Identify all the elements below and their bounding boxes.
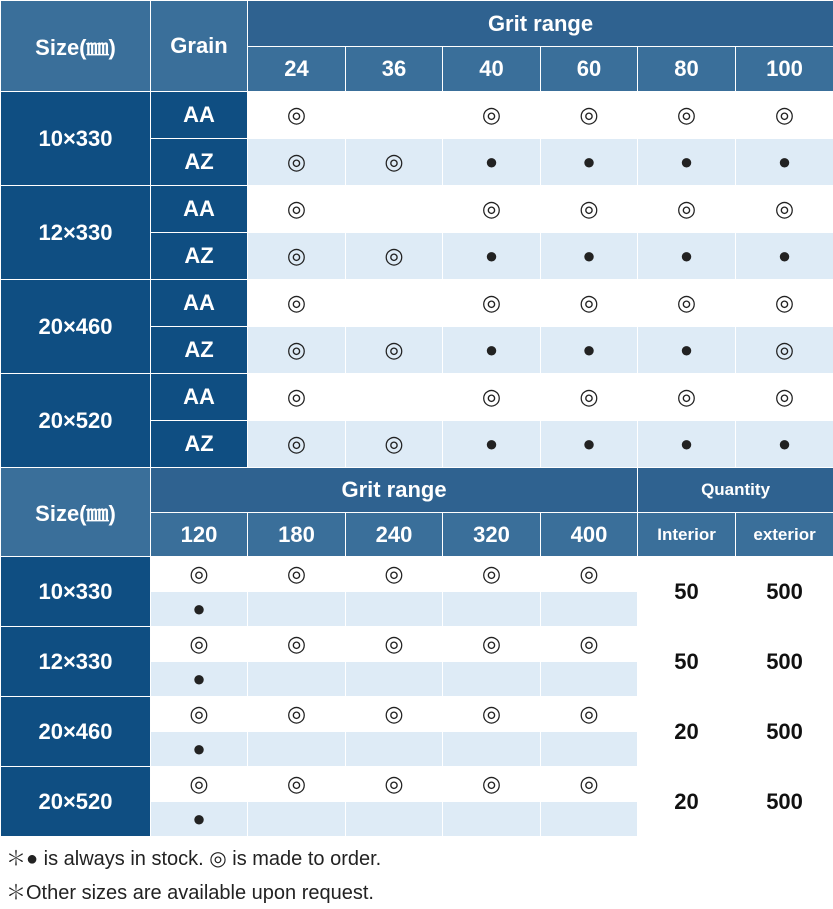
in-stock-symbol: ● [582,337,596,362]
made-to-order-symbol: ◎ [676,384,697,409]
availability-cell [151,592,248,627]
availability-cell [443,767,541,802]
availability-cell [443,732,541,767]
availability-cell [443,186,541,233]
availability-cell [736,92,833,139]
made-to-order-symbol: ◎ [286,337,307,362]
availability-cell [248,627,346,662]
availability-cell [443,92,541,139]
in-stock-symbol: ● [582,243,596,268]
availability-cell [346,327,443,374]
in-stock-symbol: ● [679,243,694,268]
in-stock-symbol: ● [192,806,206,831]
availability-cell [346,421,443,468]
availability-cell [151,802,248,837]
availability-cell [346,592,443,627]
exterior-header: exterior [736,513,833,557]
availability-cell [638,421,736,468]
availability-cell [151,662,248,697]
made-to-order-symbol: ◎ [579,196,599,221]
availability-cell [638,92,736,139]
availability-cell [248,662,346,697]
availability-cell [151,767,248,802]
grit-header-60: 60 [541,47,638,92]
availability-cell [248,327,346,374]
grain-cell: AA [151,280,248,327]
in-stock-symbol: ● [192,666,206,691]
made-to-order-symbol: ◎ [286,290,307,315]
in-stock-symbol: ● [484,149,499,174]
made-to-order-symbol: ◎ [481,290,502,315]
availability-cell [443,697,541,732]
quantity-interior: 50 [638,557,736,627]
grain-cell: AZ [151,233,248,280]
availability-cell [443,421,541,468]
made-to-order-symbol: ◎ [481,701,502,726]
grain-cell: AZ [151,421,248,468]
made-to-order-symbol: ◎ [579,290,599,315]
made-to-order-symbol: ◎ [189,561,209,586]
availability-cell [443,802,541,837]
grit-header-36: 36 [346,47,443,92]
grain-header: Grain [151,1,248,92]
quantity-interior: 50 [638,627,736,697]
in-stock-symbol: ● [484,243,499,268]
table-row [1,697,833,732]
size-header-2: Size(㎜) [1,468,151,557]
availability-cell [541,374,638,421]
size-cell: 20×520 [1,767,151,837]
availability-cell [443,662,541,697]
footnote-stock: ＊● is always in stock. ◎ is made to order. [6,848,382,870]
made-to-order-symbol: ◎ [286,196,307,221]
made-to-order-symbol: ◎ [481,196,502,221]
made-to-order-symbol: ◎ [676,102,697,127]
made-to-order-symbol: ◎ [384,771,404,796]
availability-cell [248,697,346,732]
grit-table-2 [0,467,833,837]
made-to-order-symbol: ◎ [384,631,404,656]
availability-cell [541,421,638,468]
availability-cell [541,280,638,327]
availability-cell [443,139,541,186]
in-stock-symbol: ● [582,149,596,174]
availability-cell [541,732,638,767]
grit-header-240: 240 [346,513,443,557]
made-to-order-symbol: ◎ [774,102,795,127]
grain-cell: AZ [151,327,248,374]
footnote-sizes: ＊Other sizes are available upon request. [6,882,374,904]
in-stock-symbol: ● [679,431,694,456]
quantity-exterior: 500 [736,627,833,697]
interior-header: Interior [638,513,736,557]
in-stock-symbol: ● [582,431,596,456]
grit-header-24: 24 [248,47,346,92]
made-to-order-symbol: ◎ [579,701,599,726]
grit-range-header: Grit range [248,1,833,47]
size-cell: 10×330 [1,557,151,627]
availability-cell [443,327,541,374]
made-to-order-symbol: ◎ [286,384,307,409]
availability-cell [248,732,346,767]
table-row [1,186,833,233]
made-to-order-symbol: ◎ [481,771,502,796]
made-to-order-symbol: ◎ [286,631,307,656]
made-to-order-symbol: ◎ [384,561,404,586]
grit-header-320: 320 [443,513,541,557]
availability-cell [248,557,346,592]
size-cell: 12×330 [1,186,151,280]
in-stock-symbol: ● [777,431,792,456]
grit-header-100: 100 [736,47,833,92]
availability-cell [736,374,833,421]
availability-cell [736,280,833,327]
availability-cell [443,592,541,627]
made-to-order-symbol: ◎ [774,384,795,409]
availability-cell [638,280,736,327]
availability-cell [638,233,736,280]
made-to-order-symbol: ◎ [481,102,502,127]
availability-cell [541,186,638,233]
made-to-order-symbol: ◎ [384,701,404,726]
availability-cell [346,697,443,732]
grain-cell: AA [151,374,248,421]
made-to-order-symbol: ◎ [189,701,209,726]
made-to-order-symbol: ◎ [286,431,307,456]
made-to-order-symbol: ◎ [481,384,502,409]
grit-header-40: 40 [443,47,541,92]
in-stock-symbol: ● [192,736,206,761]
made-to-order-symbol: ◎ [579,102,599,127]
availability-cell [151,627,248,662]
table-row [1,92,833,139]
in-stock-symbol: ● [777,243,792,268]
made-to-order-symbol: ◎ [286,771,307,796]
in-stock-symbol: ● [192,596,206,621]
availability-cell [248,421,346,468]
quantity-interior: 20 [638,697,736,767]
availability-cell [443,233,541,280]
availability-cell [248,92,346,139]
availability-cell [736,421,833,468]
made-to-order-symbol: ◎ [481,561,502,586]
made-to-order-symbol: ◎ [676,290,697,315]
size-cell: 20×460 [1,697,151,767]
availability-cell [541,662,638,697]
availability-cell [541,767,638,802]
availability-cell [346,767,443,802]
availability-cell [248,592,346,627]
in-stock-symbol: ● [679,337,694,362]
made-to-order-symbol: ◎ [286,102,307,127]
availability-cell [248,233,346,280]
availability-cell [346,374,443,421]
made-to-order-symbol: ◎ [286,561,307,586]
availability-cell [443,374,541,421]
availability-cell [638,327,736,374]
made-to-order-symbol: ◎ [286,243,307,268]
size-cell: 10×330 [1,92,151,186]
availability-cell [346,662,443,697]
availability-cell [346,802,443,837]
made-to-order-symbol: ◎ [774,337,795,362]
grain-cell: AZ [151,139,248,186]
made-to-order-symbol: ◎ [189,631,209,656]
made-to-order-symbol: ◎ [384,243,404,268]
availability-cell [346,280,443,327]
grit-header-180: 180 [248,513,346,557]
availability-cell [541,592,638,627]
table-row [1,280,833,327]
made-to-order-symbol: ◎ [579,771,599,796]
made-to-order-symbol: ◎ [189,771,209,796]
size-cell: 12×330 [1,627,151,697]
made-to-order-symbol: ◎ [579,384,599,409]
table-row [1,374,833,421]
table-row [1,627,833,662]
availability-cell [736,186,833,233]
availability-cell [541,139,638,186]
availability-cell [638,139,736,186]
availability-cell [541,92,638,139]
in-stock-symbol: ● [777,149,792,174]
availability-cell [248,767,346,802]
availability-cell [346,627,443,662]
made-to-order-symbol: ◎ [774,196,795,221]
availability-cell [541,802,638,837]
made-to-order-symbol: ◎ [286,701,307,726]
grain-cell: AA [151,92,248,139]
table-row [1,767,833,802]
availability-cell [346,557,443,592]
availability-cell [248,374,346,421]
in-stock-symbol: ● [484,337,499,362]
grit-range-header-2: Grit range [151,468,638,513]
grit-header-400: 400 [541,513,638,557]
availability-cell [443,627,541,662]
made-to-order-symbol: ◎ [286,149,307,174]
made-to-order-symbol: ◎ [384,337,404,362]
availability-cell [443,557,541,592]
availability-cell [638,374,736,421]
availability-cell [248,280,346,327]
availability-cell [736,233,833,280]
made-to-order-symbol: ◎ [579,561,599,586]
availability-cell [151,697,248,732]
availability-cell [248,139,346,186]
made-to-order-symbol: ◎ [676,196,697,221]
grit-header-80: 80 [638,47,736,92]
availability-cell [346,139,443,186]
made-to-order-symbol: ◎ [384,149,404,174]
availability-cell [151,732,248,767]
availability-cell [248,186,346,233]
size-header: Size(㎜) [1,1,151,92]
quantity-exterior: 500 [736,697,833,767]
availability-cell [346,186,443,233]
availability-cell [541,697,638,732]
in-stock-symbol: ● [679,149,694,174]
size-cell: 20×460 [1,280,151,374]
made-to-order-symbol: ◎ [481,631,502,656]
size-cell: 20×520 [1,374,151,468]
availability-cell [541,557,638,592]
made-to-order-symbol: ◎ [774,290,795,315]
availability-cell [541,627,638,662]
made-to-order-symbol: ◎ [384,431,404,456]
availability-cell [151,557,248,592]
quantity-exterior: 500 [736,767,833,837]
availability-cell [736,327,833,374]
in-stock-symbol: ● [484,431,499,456]
availability-cell [248,802,346,837]
quantity-exterior: 500 [736,557,833,627]
quantity-header: Quantity [638,468,833,513]
availability-cell [736,139,833,186]
availability-cell [346,92,443,139]
quantity-interior: 20 [638,767,736,837]
availability-cell [346,732,443,767]
grit-header-120: 120 [151,513,248,557]
availability-cell [443,280,541,327]
table-row [1,557,833,592]
footnotes [6,842,381,909]
availability-cell [638,186,736,233]
availability-cell [541,233,638,280]
availability-cell [346,233,443,280]
availability-cell [541,327,638,374]
grain-cell: AA [151,186,248,233]
made-to-order-symbol: ◎ [579,631,599,656]
